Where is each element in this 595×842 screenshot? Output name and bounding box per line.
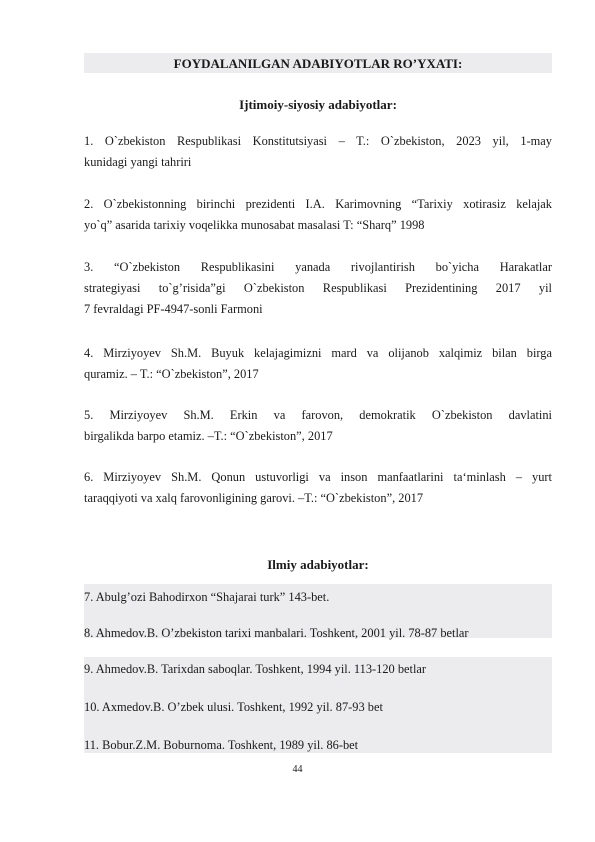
reference-line: yo`q” asarida tarixiy voqelikka munosabat masalasi T: “Sharq” 1998: [84, 218, 425, 232]
reference-line: birgalikda barpo etamiz. –T.: “O`zbekiston”, 2017: [84, 429, 333, 443]
reference-line: 5. Mirziyoyev Sh.M. Erkin va farovon, demokratik O`zbekiston davlatini: [84, 408, 552, 422]
reference-item-8: 8. Ahmedov.B. O’zbekiston tarixi manbalari. Toshkent, 2001 yil. 78-87 betlar: [84, 626, 469, 640]
reference-line: kunidagi yangi tahriri: [84, 155, 192, 169]
reference-item-7: 7. Abulg’ozi Bahodirxon “Shajarai turk” 143-bet.: [84, 590, 330, 604]
reference-line: taraqqiyoti va xalq farovonligining garovi. –T.: “O`zbekiston”, 2017: [84, 491, 424, 505]
reference-item-2: [84, 194, 552, 236]
section-heading-political: Ijtimoiy-siyosiy adabiyotlar:: [239, 97, 397, 112]
reference-line: quramiz. – T.: “O`zbekiston”, 2017: [84, 367, 259, 381]
page-number: 44: [292, 764, 303, 775]
reference-line: strategiyasi to`g’risida”gi O`zbekiston Respublikasi Prezidentining 2017 yil: [84, 281, 552, 295]
reference-line: 4. Mirziyoyev Sh.M. Buyuk kelajagimizni mard va olijanob xalqimiz bilan birga: [84, 346, 552, 360]
reference-line: 6. Mirziyoyev Sh.M. Qonun ustuvorligi va inson manfaatlarini ta‘minlash – yurt: [84, 470, 552, 484]
reference-line: 7 fevraldagi PF-4947-sonli Farmoni: [84, 302, 263, 316]
reference-item-9: 9. Ahmedov.B. Tarixdan saboqlar. Toshkent, 1994 yil. 113-120 betlar: [84, 662, 427, 676]
reference-item-5: [84, 405, 552, 447]
reference-line: 1. O`zbekiston Respublikasi Konstitutsiyasi – T.: O`zbekiston, 2023 yil, 1-may: [84, 134, 552, 148]
reference-item-10: 10. Axmedov.B. O’zbek ulusi. Toshkent, 1992 yil. 87-93 bet: [84, 700, 383, 714]
reference-item-3: [84, 257, 552, 320]
reference-item-6: [84, 467, 552, 509]
page-title: FOYDALANILGAN ADABIYOTLAR RO’YXATI:: [173, 56, 463, 71]
reference-item-11: 11. Bobur.Z.M. Boburnoma. Toshkent, 1989 yil. 86-bet: [84, 738, 359, 752]
reference-line: 3. “O`zbekiston Respublikasini yanada rivojlantirish bo`yicha Harakatlar: [84, 260, 552, 274]
section-heading-scientific: Ilmiy adabiyotlar:: [267, 557, 369, 572]
reference-item-4: [84, 343, 552, 385]
reference-line: 2. O`zbekistonning birinchi prezidenti I.A. Karimovning “Tarixiy xotirasiz kelajak: [84, 197, 552, 211]
reference-item-1: [84, 131, 552, 173]
